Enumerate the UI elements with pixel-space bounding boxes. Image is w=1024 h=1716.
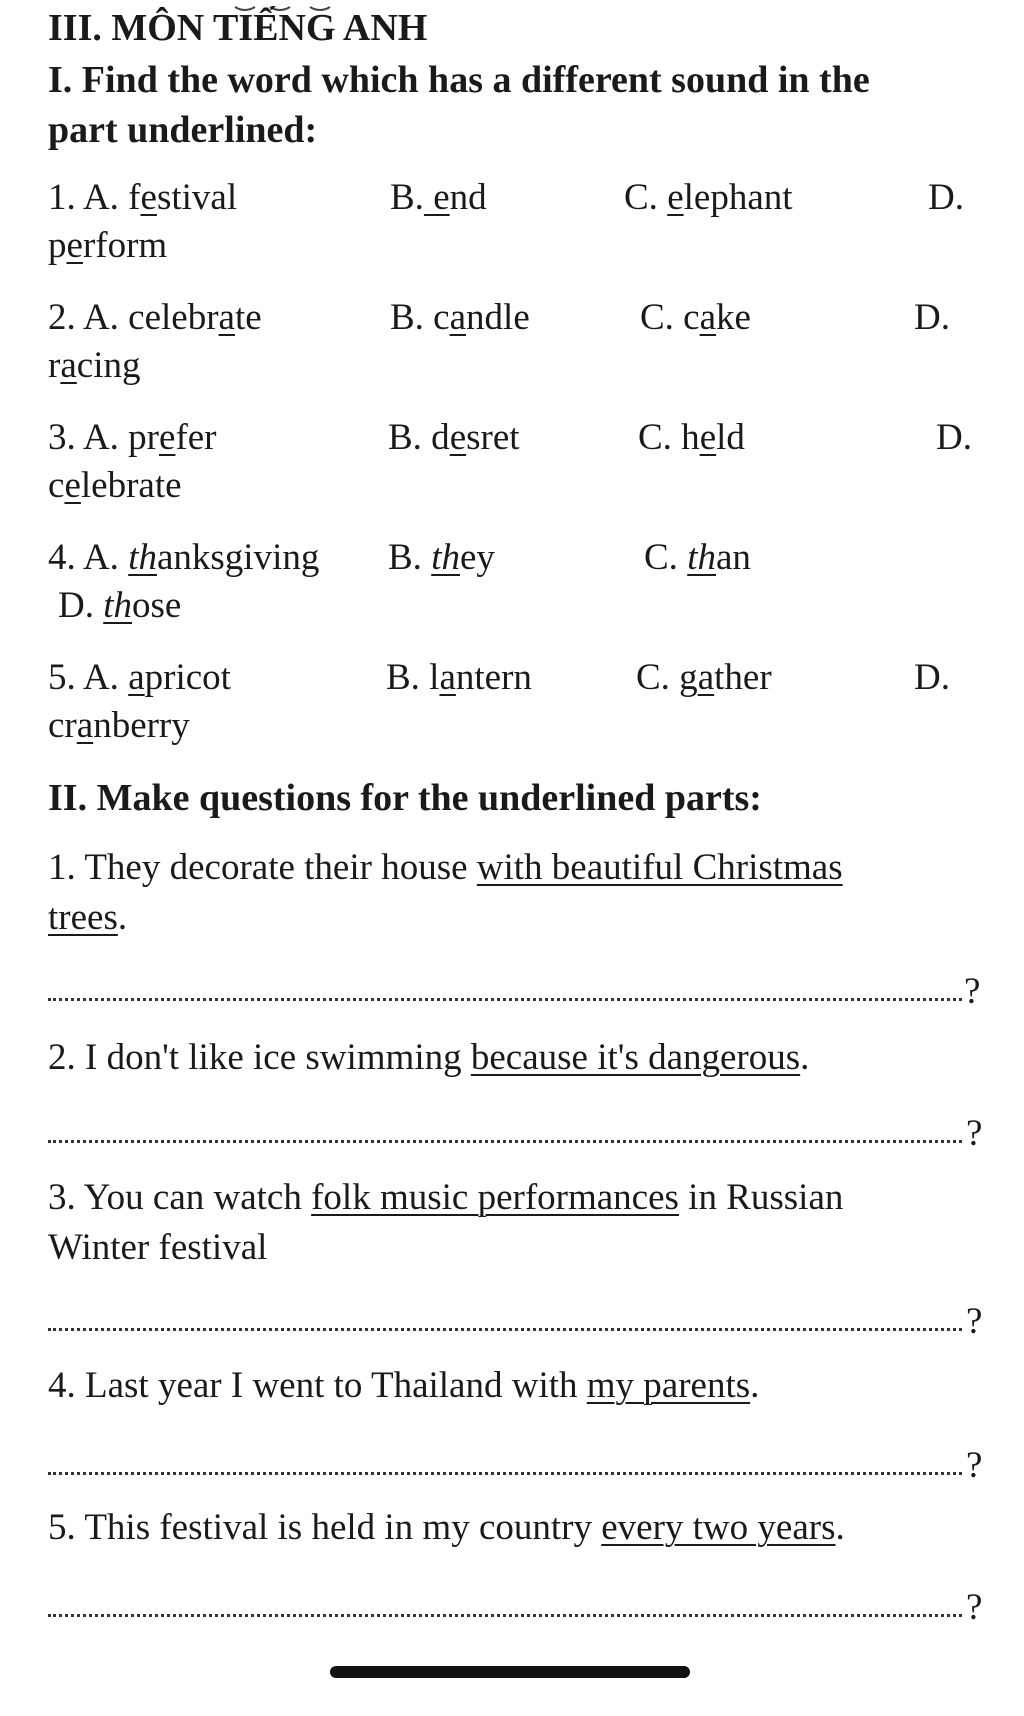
q3-option-b: B. desret: [388, 417, 520, 458]
item5-sentence: 5. This festival is held in my country every two years.: [48, 1507, 845, 1548]
q5-option-b: B. lantern: [386, 657, 532, 698]
q5-option-d-label: D.: [914, 657, 950, 698]
q4-option-b: B. they: [388, 537, 495, 578]
item2-question-mark: ?: [966, 1113, 983, 1154]
item3-sentence-line1: 3. You can watch folk music performances in Russian: [48, 1177, 844, 1218]
item2-sentence: 2. I don't like ice swimming because it's dangerous.: [48, 1037, 810, 1078]
q3-option-c: C. held: [638, 417, 745, 458]
home-indicator-bar[interactable]: [330, 1666, 690, 1678]
q1-option-d: perform: [48, 225, 168, 266]
q1-option-b: B. end: [390, 177, 487, 218]
section2-heading: II. Make questions for the underlined parts:: [48, 777, 762, 819]
q3-option-a: 3. A. prefer: [48, 417, 217, 458]
item5-answer-line[interactable]: [48, 1614, 962, 1617]
q5-option-c: C. gather: [636, 657, 772, 698]
q2-option-d-label: D.: [914, 297, 950, 338]
item1-sentence-line1: 1. They decorate their house with beautiful Christmas: [48, 847, 843, 888]
item4-question-mark: ?: [966, 1445, 983, 1486]
page-title: III. MÔN TIẾNG ANH: [48, 7, 428, 49]
q5-option-d: cranberry: [48, 705, 190, 746]
section1-heading-line1: I. Find the word which has a different sound in the: [48, 59, 870, 101]
item5-question-mark: ?: [966, 1587, 983, 1628]
item1-answer-line[interactable]: [48, 998, 962, 1001]
item2-answer-line[interactable]: [48, 1140, 962, 1143]
q5-option-a: 5. A. apricot: [48, 657, 231, 698]
q4-option-a: 4. A. thanksgiving: [48, 537, 320, 578]
q1-option-c: C. elephant: [624, 177, 793, 218]
q3-option-d: celebrate: [48, 465, 182, 506]
item1-question-mark: ?: [964, 971, 981, 1012]
item3-answer-line[interactable]: [48, 1328, 962, 1331]
item4-answer-line[interactable]: [48, 1472, 962, 1475]
q1-option-d-label: D.: [928, 177, 964, 218]
item1-sentence-line2: trees.: [48, 897, 128, 938]
q4-option-c: C. than: [644, 537, 751, 578]
q3-option-d-label: D.: [936, 417, 972, 458]
item4-sentence: 4. Last year I went to Thailand with my parents.: [48, 1365, 760, 1406]
q2-option-b: B. candle: [390, 297, 530, 338]
item3-question-mark: ?: [966, 1301, 983, 1342]
q2-option-a: 2. A. celebrate: [48, 297, 262, 338]
q2-option-d: racing: [48, 345, 141, 386]
q4-option-d: D. those: [58, 585, 182, 626]
q1-option-a: 1. A. festival: [48, 177, 238, 218]
item3-sentence-line2: Winter festival: [48, 1227, 268, 1268]
q2-option-c: C. cake: [640, 297, 751, 338]
section1-heading-line2: part underlined:: [48, 109, 318, 151]
